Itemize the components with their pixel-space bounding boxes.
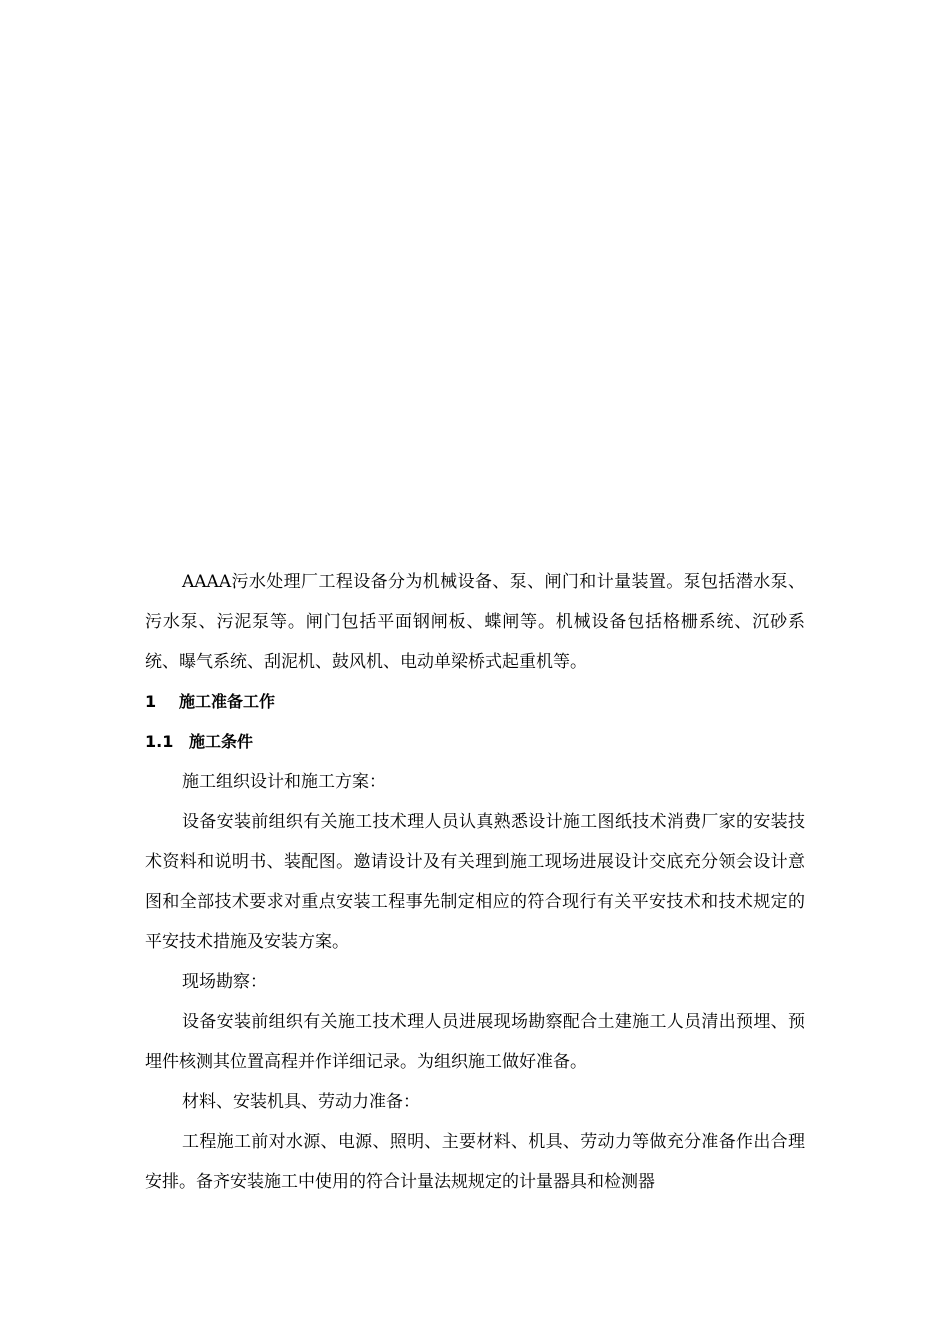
document-body (145, 562, 805, 1202)
materials-paragraph: 工程施工前对水源、电源、照明、主要材料、机具、劳动力等做充分准备作出合理安排。备齐安装施工中使用的符合计量法规规定的计量器具和检测器 (145, 1132, 805, 1192)
design-label: 施工组织设计和施工方案： (182, 772, 386, 792)
section-1-1-number: 1.1 (145, 732, 174, 751)
materials-label: 材料、安装机具、劳动力准备： (182, 1092, 420, 1112)
survey-paragraph: 设备安装前组织有关施工技术理人员进展现场勘察配合土建施工人员清出预埋、预埋件核测其位置高程并作详细记录。为组织施工做好准备。 (145, 1012, 805, 1072)
section-1-heading (145, 682, 805, 722)
intro-paragraph: AAAA污水处理厂工程设备分为机械设备、泵、闸门和计量装置。泵包括潜水泵、污水泵、污泥泵等。闸门包括平面钢闸板、蝶闸等。机械设备包括格栅系统、沉砂系统、曝气系统、刮泥机、鼓风机、电动单梁桥式起重机等。 (145, 572, 805, 672)
design-paragraph: 设备安装前组织有关施工技术理人员认真熟悉设计施工图纸技术消费厂家的安装技术资料和说明书、装配图。邀请设计及有关理到施工现场进展设计交底充分领会设计意图和全部技术要求对重点安装工程事先制定相应的符合现行有关平安技术和技术规定的平安技术措施及安装方案。 (145, 812, 805, 952)
survey-label: 现场勘察： (182, 972, 267, 992)
section-1-title: 施工准备工作 (179, 692, 276, 711)
section-1-number: 1 (145, 692, 157, 711)
section-1-1-heading (145, 722, 805, 762)
section-1-1-title: 施工条件 (189, 732, 254, 751)
